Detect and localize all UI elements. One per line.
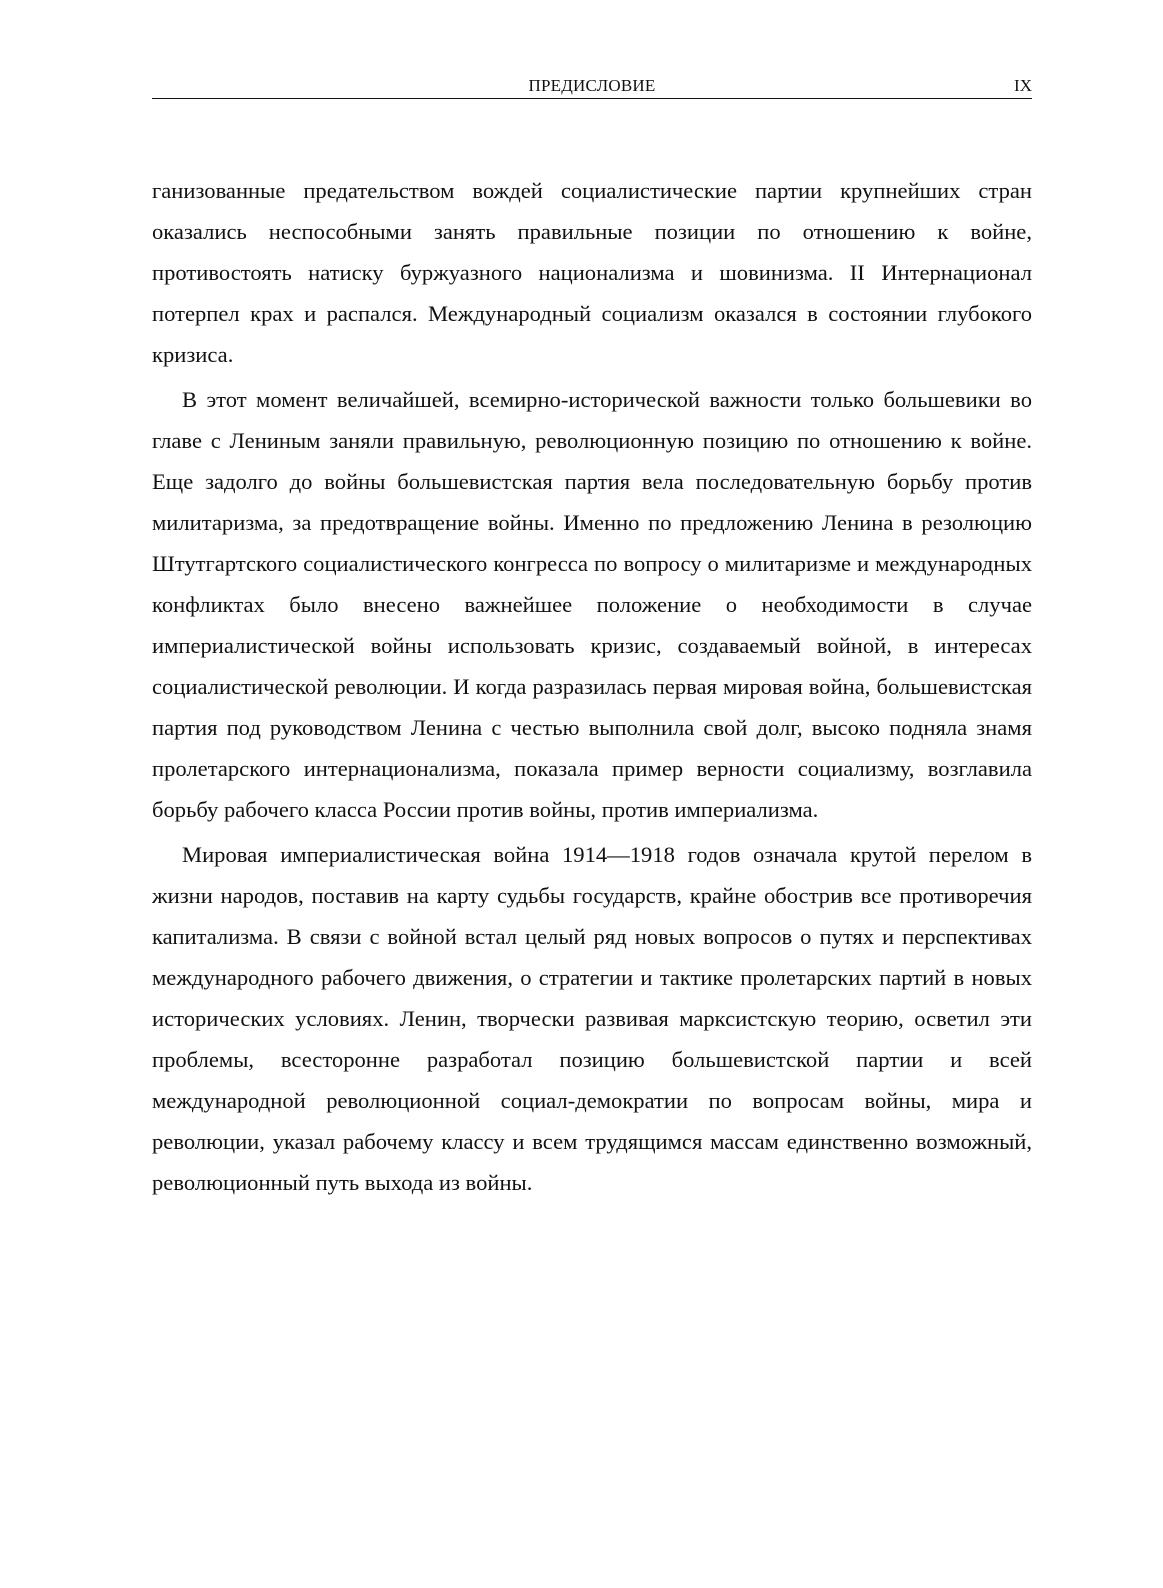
body-text — [152, 170, 1032, 1203]
paragraph-3: Мировая империалистическая война 1914—1918 годов означала крутой перелом в жизни народов, поставив на карту судьбы государств, крайне обострив все противоречия капитализма. В связи с войной встал целый ряд новых вопросов о путях и перспективах международного рабочего движения, о стратегии и тактике пролетарских партий в новых исторических условиях. Ленин, творчески развивая марксистскую теорию, осветил эти проблемы, всесторонне разработал позицию большевистской партии и всей международной революционной социал-демократии по вопросам войны, мира и революции, указал рабочему классу и всем трудящимся массам единственно возможный, революционный путь выхода из войны. — [152, 842, 1032, 1195]
running-header-title: ПРЕДИСЛОВИЕ — [528, 76, 656, 95]
page-number: IX — [1014, 76, 1032, 95]
paragraph-2: В этот момент величайшей, всемирно-исторической важности только большевики во главе с Лениным заняли правильную, революционную позицию по отношению к войне. Еще задолго до войны большевистская партия вела последовательную борьбу против милитаризма, за предотвращение войны. Именно по предложению Ленина в резолюцию Штутгартского социалистического конгресса по вопросу о милитаризме и международных конфликтах было внесено важнейшее положение о необходимости в случае империалистической войны использовать кризис, создаваемый войной, в интересах социалистической революции. И когда разразилась первая мировая война, большевистская партия под руководством Ленина с честью выполнила свой долг, высоко подняла знамя пролетарского интернационализма, показала пример верности социализму, возглавила борьбу рабочего класса России против войны, против империализма. — [152, 387, 1032, 822]
running-header — [152, 76, 1032, 99]
paragraph-1: ганизованные предательством вождей социалистические партии крупнейших стран оказались неспособными занять правильные позиции по отношению к войне, противостоять натиску буржуазного национализма и шовинизма. II Интернационал потерпел крах и распался. Международный социализм оказался в состоянии глубокого кризиса. — [152, 178, 1032, 367]
